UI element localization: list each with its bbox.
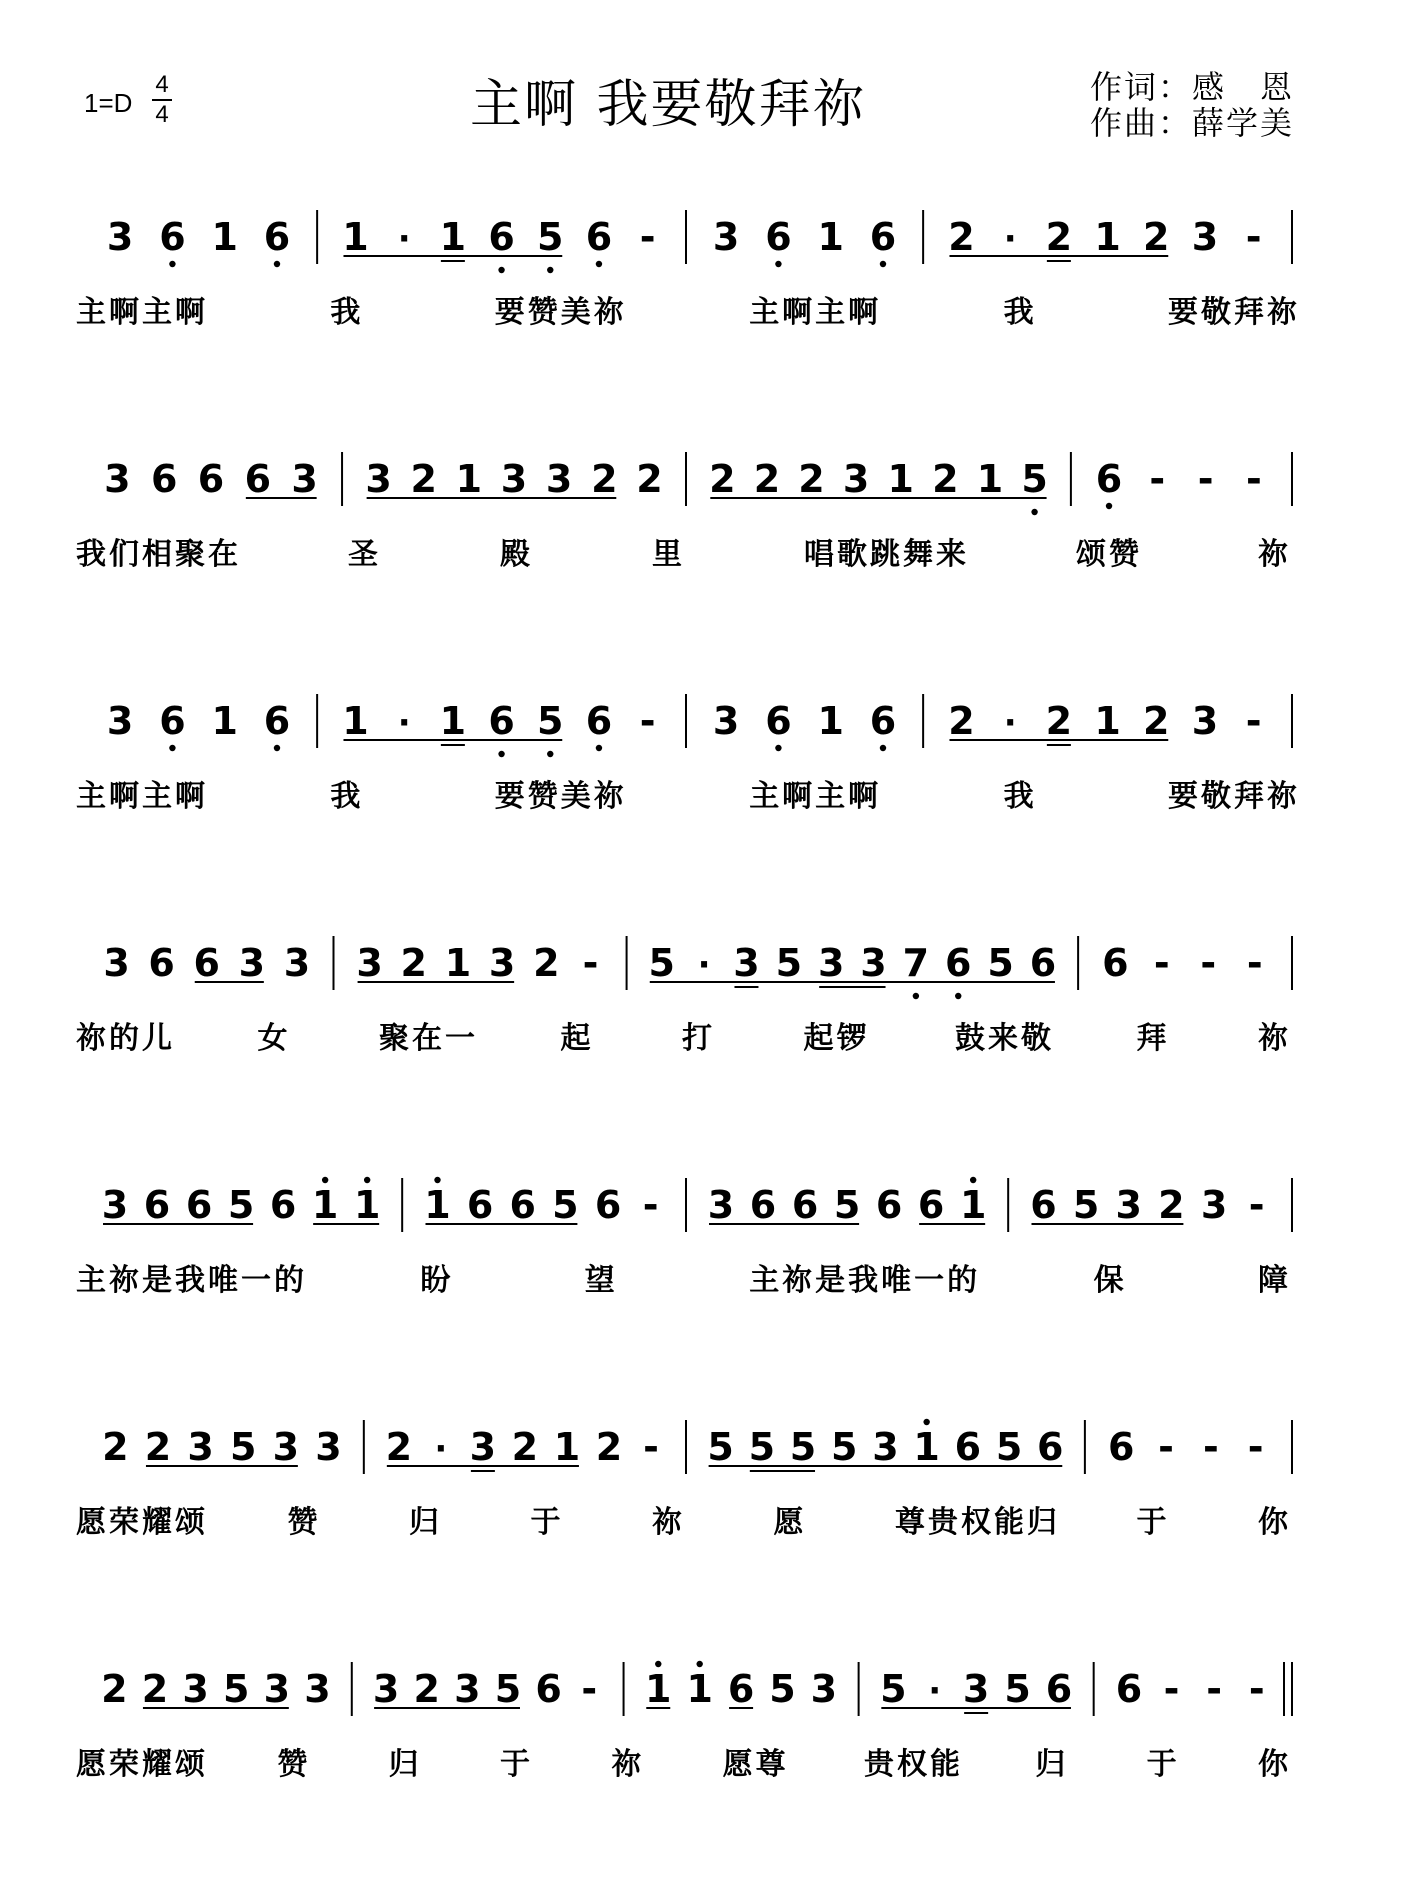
- low-octave-dot: [274, 261, 280, 267]
- note-digit: 3: [263, 1667, 291, 1711]
- note-digit: 1: [342, 215, 369, 259]
- note-digit: 1: [1094, 699, 1121, 743]
- note-digit: 5: [707, 1425, 734, 1469]
- note-digit: 5: [537, 699, 564, 743]
- note-digit: 3: [488, 941, 516, 985]
- note-digit: 6: [1045, 1667, 1073, 1711]
- lyric-text: 祢: [611, 1747, 645, 1782]
- lyric-text: 你: [1258, 1505, 1291, 1540]
- note-digit: 6: [875, 1183, 903, 1227]
- note-digit: 6: [159, 699, 186, 743]
- high-octave-dot: [364, 1177, 370, 1183]
- note-digit: 3: [182, 1667, 209, 1711]
- note-digit: 3: [817, 941, 845, 985]
- low-octave-dot: [1106, 503, 1112, 509]
- low-octave-dot: [1031, 509, 1037, 515]
- note-digit: 6: [727, 1667, 755, 1711]
- hold-dash: -: [643, 1425, 659, 1469]
- lyric-text: 归: [1035, 1747, 1069, 1782]
- note-digit: 2: [948, 699, 975, 743]
- time-signature-bottom: 4: [155, 101, 169, 128]
- note-digit: 2: [533, 941, 560, 985]
- lyric-text: 你: [1258, 1747, 1291, 1782]
- hold-dash: -: [642, 1183, 659, 1227]
- note-digit: 3: [707, 1183, 735, 1227]
- note-digit: 3: [283, 941, 311, 985]
- lyric-text: 我们相聚在: [76, 537, 241, 572]
- note-digit: 3: [272, 1425, 300, 1469]
- note-digit: 3: [106, 215, 134, 259]
- note-digit: 6: [1108, 1425, 1135, 1469]
- note-digit: 5: [748, 1425, 776, 1469]
- note-digit: 7: [902, 941, 930, 985]
- low-octave-dot: [547, 751, 553, 757]
- lyric-text: 归: [409, 1505, 442, 1540]
- note-digit: 2: [1143, 699, 1170, 743]
- note-digit: 3: [872, 1425, 899, 1469]
- note-digit: 2: [1158, 1183, 1185, 1227]
- note-digit: 3: [315, 1425, 342, 1469]
- low-octave-dot: [169, 261, 175, 267]
- note-digit: 3: [469, 1425, 497, 1469]
- hold-dash: -: [1163, 1667, 1180, 1711]
- note-digit: 3: [1191, 215, 1219, 259]
- note-digit: 2: [144, 1425, 172, 1469]
- note-digit: 6: [143, 1183, 171, 1227]
- lyric-text: 赞: [287, 1505, 321, 1540]
- note-digit: 5: [537, 215, 564, 259]
- note-digit: 6: [869, 699, 897, 743]
- note-digit: 6: [869, 215, 897, 259]
- note-digit: 2: [413, 1667, 440, 1711]
- note-digit: 2: [102, 1425, 129, 1469]
- low-octave-dot: [498, 267, 504, 273]
- hold-dash: -: [1247, 1425, 1264, 1469]
- note-digit: 5: [494, 1667, 522, 1711]
- lyric-text: 我: [1003, 295, 1037, 330]
- low-octave-dot: [955, 993, 961, 999]
- note-digit: 1: [645, 1667, 672, 1711]
- note-digit: 6: [917, 1183, 945, 1227]
- note-digit: 2: [595, 1425, 623, 1469]
- lyric-text: 殿: [500, 537, 533, 572]
- note-digit: 5: [648, 941, 675, 985]
- lyric-text: 我: [330, 295, 364, 330]
- composer-credit: 作曲：薛学美: [1090, 104, 1295, 142]
- lyricist-credit: 作词：感 恩: [1090, 68, 1295, 106]
- note-digit: 6: [1029, 941, 1057, 985]
- note-digit: 3: [500, 457, 528, 501]
- note-digit: 3: [810, 1667, 838, 1711]
- high-octave-dot: [923, 1419, 929, 1425]
- note-digit: 6: [585, 699, 613, 743]
- note-digit: 1: [553, 1425, 581, 1469]
- lyric-text: 赞: [277, 1747, 311, 1782]
- note-digit: 6: [594, 1183, 622, 1227]
- low-octave-dot: [596, 745, 602, 751]
- hold-dash: -: [1246, 941, 1263, 985]
- lyric-text: 祢: [652, 1505, 685, 1540]
- lyric-text: 于: [1136, 1505, 1170, 1540]
- low-octave-dot: [274, 745, 280, 751]
- hold-dash: -: [1200, 941, 1217, 985]
- note-digit: 1: [817, 215, 844, 259]
- hold-dash: -: [1202, 1425, 1219, 1469]
- note-digit: 1: [439, 215, 467, 259]
- lyric-text: 贵权能: [864, 1747, 963, 1782]
- hold-dash: -: [1158, 1425, 1174, 1469]
- lyric-text: 愿尊: [722, 1747, 789, 1782]
- note-digit: 5: [222, 1667, 250, 1711]
- note-digit: 2: [400, 941, 427, 985]
- low-octave-dot: [498, 751, 504, 757]
- lyric-text: 保: [1093, 1263, 1127, 1298]
- note-digit: 1: [211, 699, 238, 743]
- note-digit: 6: [765, 215, 792, 259]
- hold-dash: -: [1149, 457, 1166, 501]
- hold-dash: -: [1245, 699, 1262, 743]
- lyric-text: 于: [500, 1747, 533, 1782]
- note-digit: 6: [509, 1183, 536, 1227]
- note-digit: 5: [789, 1425, 817, 1469]
- note-digit: 5: [230, 1425, 257, 1469]
- lyric-text: 愿荣耀颂: [76, 1505, 208, 1540]
- note-digit: 1: [686, 1667, 713, 1711]
- low-octave-dot: [880, 745, 886, 751]
- note-digit: 6: [159, 215, 186, 259]
- lyric-text: 障: [1258, 1263, 1291, 1298]
- note-digit: 3: [1200, 1183, 1228, 1227]
- hold-dash: -: [1197, 457, 1214, 501]
- lyric-text: 祢: [1258, 537, 1291, 572]
- note-digit: 1: [353, 1183, 381, 1227]
- low-octave-dot: [775, 261, 781, 267]
- hold-dash: -: [582, 941, 599, 985]
- note-digit: 2: [385, 1425, 413, 1469]
- lyric-text: 我: [330, 779, 364, 814]
- note-digit: 2: [141, 1667, 169, 1711]
- note-digit: 3: [187, 1425, 214, 1469]
- low-octave-dot: [775, 745, 781, 751]
- note-digit: 3: [842, 457, 870, 501]
- note-digit: 6: [585, 215, 613, 259]
- note-digit: 2: [932, 457, 959, 501]
- lyric-text: 主啊主啊: [749, 779, 882, 814]
- note-digit: 2: [511, 1425, 539, 1469]
- note-digit: 6: [244, 457, 272, 501]
- hold-dash: -: [581, 1667, 598, 1711]
- lyric-text: 起锣: [803, 1021, 870, 1056]
- note-digit: 3: [454, 1667, 481, 1711]
- hold-dash: -: [1248, 1183, 1265, 1227]
- note-digit: 6: [197, 457, 225, 501]
- note-digit: 3: [712, 699, 740, 743]
- song-title: 主啊 我要敬拜祢: [470, 75, 867, 135]
- low-octave-dot: [169, 745, 175, 751]
- lyric-text: 主祢是我唯一的: [749, 1263, 981, 1298]
- lyric-text: 要敬拜祢: [1168, 779, 1300, 814]
- note-digit: 6: [749, 1183, 777, 1227]
- note-digit: 5: [987, 941, 1014, 985]
- note-digit: 1: [959, 1183, 987, 1227]
- note-digit: 3: [238, 941, 266, 985]
- note-digit: 3: [1191, 699, 1219, 743]
- note-digit: 1: [887, 457, 914, 501]
- lyric-text: 尊贵权能归: [895, 1505, 1060, 1540]
- note-digit: 2: [1045, 699, 1073, 743]
- augmentation-dot: ·: [1003, 703, 1017, 743]
- hold-dash: -: [1153, 941, 1170, 985]
- low-octave-dot: [880, 261, 886, 267]
- note-digit: 6: [535, 1667, 562, 1711]
- note-digit: 5: [1072, 1183, 1100, 1227]
- note-digit: 1: [342, 699, 369, 743]
- note-digit: 1: [439, 699, 467, 743]
- lyric-text: 愿荣耀颂: [76, 1747, 208, 1782]
- augmentation-dot: ·: [928, 1671, 942, 1711]
- note-digit: 3: [860, 941, 887, 985]
- hold-dash: -: [1248, 1667, 1265, 1711]
- lyric-text: 望: [584, 1263, 618, 1298]
- note-digit: 1: [455, 457, 483, 501]
- note-digit: 5: [833, 1183, 861, 1227]
- lyric-text: 里: [652, 537, 685, 572]
- lyric-text: 祢的儿: [76, 1021, 175, 1056]
- augmentation-dot: ·: [397, 219, 411, 259]
- hold-dash: -: [1206, 1667, 1223, 1711]
- note-digit: 3: [712, 215, 740, 259]
- note-digit: 5: [995, 1425, 1023, 1469]
- note-digit: 3: [545, 457, 573, 501]
- note-digit: 1: [444, 941, 472, 985]
- note-digit: 1: [913, 1425, 940, 1469]
- note-digit: 6: [150, 457, 178, 501]
- note-digit: 3: [733, 941, 760, 985]
- note-digit: 2: [798, 457, 825, 501]
- lyric-text: 圣: [348, 537, 381, 572]
- note-digit: 3: [101, 1183, 129, 1227]
- note-digit: 6: [269, 1183, 297, 1227]
- note-digit: 6: [148, 941, 175, 985]
- high-octave-dot: [970, 1177, 976, 1183]
- note-digit: 5: [227, 1183, 255, 1227]
- note-digit: 6: [1115, 1667, 1143, 1711]
- note-digit: 1: [311, 1183, 339, 1227]
- lyric-text: 拜: [1136, 1021, 1170, 1056]
- note-digit: 2: [709, 457, 736, 501]
- note-digit: 6: [193, 941, 220, 985]
- note-digit: 1: [211, 215, 238, 259]
- note-digit: 1: [1094, 215, 1121, 259]
- note-digit: 3: [356, 941, 383, 985]
- augmentation-dot: ·: [1003, 219, 1017, 259]
- key-signature: 1=D: [84, 88, 133, 118]
- hold-dash: -: [639, 699, 656, 743]
- note-digit: 3: [372, 1667, 400, 1711]
- lyric-text: 盼: [420, 1263, 454, 1298]
- high-octave-dot: [434, 1177, 440, 1183]
- note-digit: 2: [410, 457, 437, 501]
- lyric-text: 女: [257, 1021, 291, 1056]
- note-digit: 6: [765, 699, 792, 743]
- note-digit: 3: [104, 457, 131, 501]
- note-digit: 6: [263, 699, 291, 743]
- lyric-text: 要赞美祢: [494, 779, 627, 814]
- lyric-text: 于: [1146, 1747, 1180, 1782]
- note-digit: 3: [365, 457, 392, 501]
- lyric-text: 打: [682, 1021, 715, 1056]
- note-digit: 6: [263, 215, 291, 259]
- note-digit: 6: [954, 1425, 982, 1469]
- augmentation-dot: ·: [397, 703, 411, 743]
- high-octave-dot: [655, 1661, 661, 1667]
- hold-dash: -: [639, 215, 656, 259]
- note-digit: 6: [466, 1183, 494, 1227]
- lyric-text: 主啊主啊: [76, 779, 208, 814]
- note-digit: 3: [106, 699, 134, 743]
- note-digit: 6: [1030, 1183, 1057, 1227]
- low-octave-dot: [596, 261, 602, 267]
- augmentation-dot: ·: [697, 945, 711, 985]
- lyric-text: 归: [388, 1747, 422, 1782]
- hold-dash: -: [1245, 215, 1262, 259]
- lyric-text: 祢: [1258, 1021, 1291, 1056]
- lyric-text: 我: [1003, 779, 1037, 814]
- lyric-text: 主啊主啊: [749, 295, 882, 330]
- note-digit: 3: [291, 457, 318, 501]
- note-digit: 6: [185, 1183, 213, 1227]
- note-digit: 3: [304, 1667, 331, 1711]
- note-digit: 6: [1095, 457, 1123, 501]
- note-digit: 6: [1102, 941, 1129, 985]
- note-digit: 2: [101, 1667, 128, 1711]
- note-digit: 2: [948, 215, 975, 259]
- note-digit: 2: [591, 457, 618, 501]
- lyric-text: 鼓来敬: [955, 1021, 1054, 1056]
- lyric-text: 要敬拜祢: [1168, 295, 1300, 330]
- note-digit: 5: [1021, 457, 1048, 501]
- time-signature-top: 4: [155, 71, 169, 98]
- note-digit: 1: [817, 699, 844, 743]
- high-octave-dot: [696, 1661, 702, 1667]
- note-digit: 2: [1143, 215, 1170, 259]
- lyric-text: 主啊主啊: [76, 295, 208, 330]
- note-digit: 5: [880, 1667, 907, 1711]
- note-digit: 1: [424, 1183, 451, 1227]
- note-digit: 1: [976, 457, 1004, 501]
- note-digit: 3: [962, 1667, 990, 1711]
- low-octave-dot: [547, 267, 553, 273]
- lyric-text: 颂赞: [1076, 537, 1142, 572]
- note-digit: 2: [1045, 215, 1073, 259]
- lyric-text: 于: [530, 1505, 564, 1540]
- high-octave-dot: [322, 1177, 328, 1183]
- note-digit: 6: [945, 941, 972, 985]
- note-digit: 5: [552, 1183, 579, 1227]
- note-digit: 5: [831, 1425, 858, 1469]
- hold-dash: -: [1245, 457, 1262, 501]
- low-octave-dot: [913, 993, 919, 999]
- note-digit: 5: [769, 1667, 796, 1711]
- note-digit: 6: [488, 215, 515, 259]
- augmentation-dot: ·: [434, 1429, 448, 1469]
- lyric-text: 聚在一: [379, 1021, 478, 1056]
- note-digit: 5: [1004, 1667, 1031, 1711]
- note-digit: 2: [636, 457, 663, 501]
- lyric-text: 主祢是我唯一的: [76, 1263, 307, 1298]
- lyric-text: 唱歌跳舞来: [804, 537, 969, 572]
- note-digit: 3: [1115, 1183, 1142, 1227]
- lyric-text: 起: [560, 1021, 594, 1056]
- note-digit: 6: [488, 699, 515, 743]
- note-digit: 2: [753, 457, 781, 501]
- note-digit: 6: [791, 1183, 819, 1227]
- note-digit: 6: [1037, 1425, 1064, 1469]
- note-digit: 5: [775, 941, 803, 985]
- lyric-text: 要赞美祢: [494, 295, 627, 330]
- lyric-text: 愿: [773, 1505, 807, 1540]
- note-digit: 3: [103, 941, 130, 985]
